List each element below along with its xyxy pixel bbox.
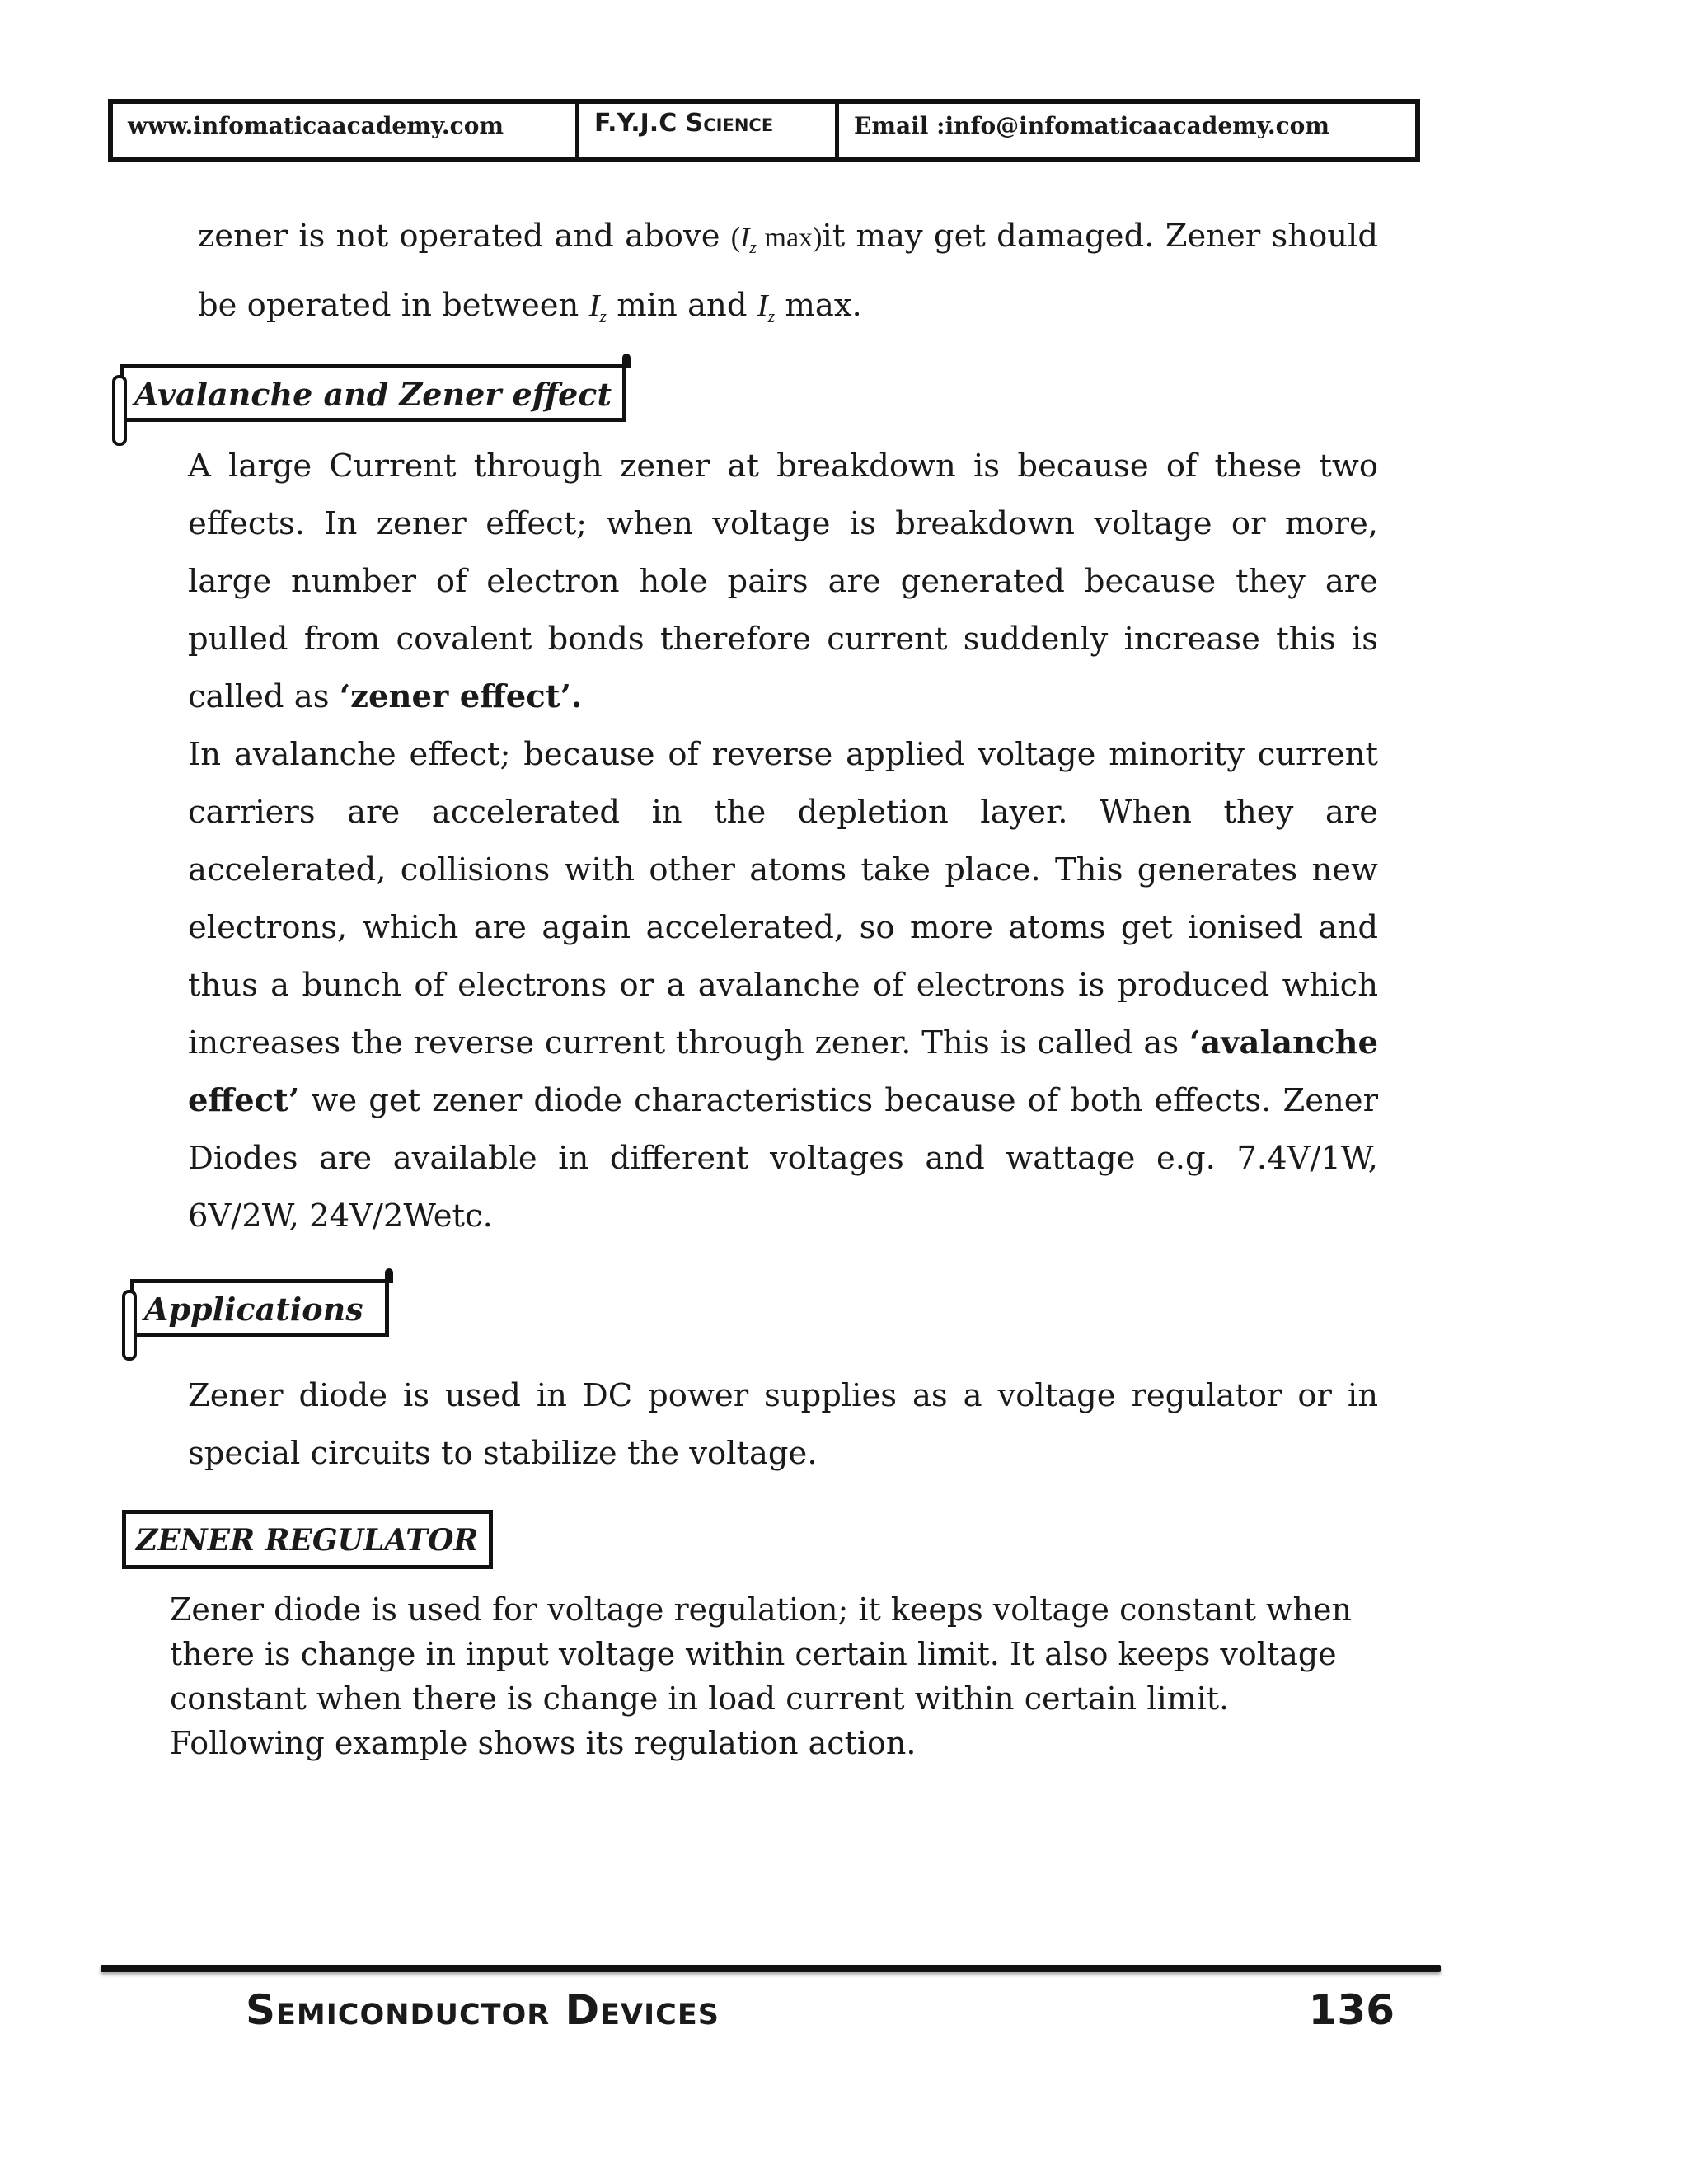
intro-line-1 bbox=[198, 208, 1378, 276]
term-avalanche-effect: ‘avalanche effect’ bbox=[188, 1024, 1378, 1119]
footer-page-number: 136 bbox=[1308, 1986, 1395, 2034]
header-email: Email :info@infomaticaacademy.com bbox=[854, 112, 1329, 139]
heading-avalanche-zener: Avalanche and Zener effect bbox=[120, 364, 626, 422]
heading-zener-regulator: ZENER REGULATOR bbox=[122, 1510, 493, 1569]
regulator-line: there is change in input voltage within certain limit. It also keeps voltage bbox=[170, 1636, 1337, 1672]
avalanche-paragraph-2: In avalanche effect; because of reverse applied voltage minority current carriers are accelerated in the depletion layer. When they are accelerated, collisions with other atoms take place. This generates new electrons, which are again accelerated, so more atoms get ionised and thus a bunch of electrons or a avalanche of electrons is produced which increases the reverse current through zener. This is called as ‘avalanche effect’ we get zener diode characteristics because of both effects. Zener Diodes are available in different voltages and wattage e.g. 7.4V/1W, 6V/2W, 24V/2Wetc. bbox=[188, 736, 1378, 1235]
applications-paragraph: Zener diode is used in DC power supplies as a voltage regulator or in special circuits to stabilize the voltage. bbox=[188, 1377, 1378, 1472]
intro-line-2: be operated in between $I_z$ min and $I_z$ max. bbox=[198, 287, 862, 326]
intro-text: zener is not operated and above bbox=[198, 218, 720, 255]
header-website: www.infomaticaacademy.com bbox=[113, 104, 579, 157]
term-zener-effect: ‘zener effect’. bbox=[339, 678, 583, 715]
regulator-line: Zener diode is used for voltage regulation; it keeps voltage constant when bbox=[170, 1591, 1352, 1628]
iz-symbol: I bbox=[588, 288, 600, 323]
avalanche-paragraph-1: A large Current through zener at breakdown is because of these two effects. In zener effect; when voltage is breakdown voltage or more, large number of electron hole pairs are generated because they are pulled from covalent bonds therefore current suddenly increase this is called as ‘zener effect’. bbox=[188, 448, 1378, 715]
header-course: F.Y.J.C Science bbox=[579, 104, 839, 157]
footer-rule bbox=[101, 1965, 1441, 1972]
heading-applications: Applications bbox=[130, 1279, 389, 1337]
regulator-line: constant when there is change in load current within certain limit. bbox=[170, 1680, 1230, 1717]
iz-max-expression: ($I_z$ max) bbox=[730, 223, 823, 257]
page-header bbox=[108, 99, 1420, 162]
regulator-paragraph bbox=[170, 1587, 1406, 1765]
iz-symbol: I bbox=[757, 288, 768, 323]
intro-text: it may get damaged. Zener should bbox=[822, 218, 1378, 255]
regulator-line: Following example shows its regulation action. bbox=[170, 1725, 917, 1761]
footer-chapter-title: Semiconductor Devices bbox=[246, 1986, 720, 2034]
